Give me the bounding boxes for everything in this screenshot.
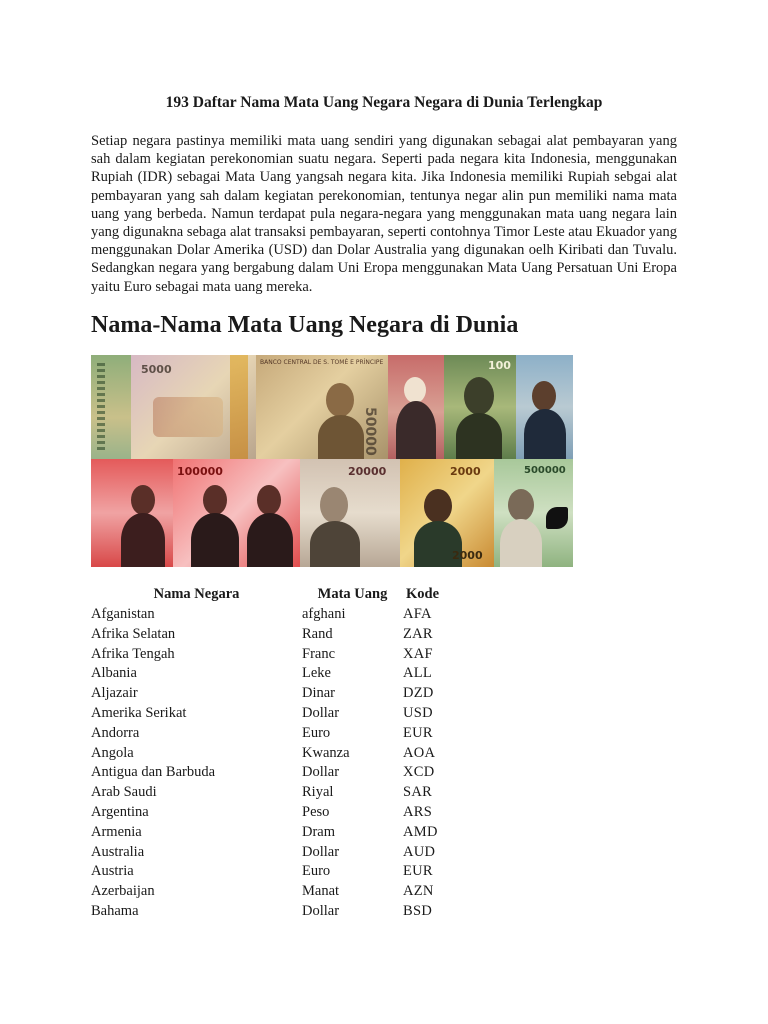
- note-value: 100000: [177, 465, 223, 478]
- portrait: [424, 489, 452, 523]
- cell-kode: AOA: [403, 744, 436, 761]
- cell-mata-uang: Dollar: [302, 704, 340, 721]
- cell-negara: Antigua dan Barbuda: [91, 764, 216, 781]
- cell-negara: Armenia: [91, 823, 142, 840]
- banknote: [91, 459, 173, 567]
- cell-mata-uang: Kwanza: [302, 744, 350, 761]
- portrait: [318, 415, 364, 459]
- portrait: [396, 401, 436, 459]
- portrait: [500, 519, 542, 567]
- portrait: [310, 521, 360, 567]
- cell-negara: Albania: [91, 665, 137, 682]
- banknote: [444, 355, 516, 459]
- table-row: [91, 804, 466, 824]
- note-value: 50000: [362, 407, 378, 456]
- portrait: [524, 409, 566, 459]
- portrait: [464, 377, 494, 415]
- banknote: [173, 459, 300, 567]
- cell-mata-uang: afghani: [302, 606, 346, 622]
- cell-kode: BSD: [403, 902, 433, 919]
- cell-kode: DZD: [403, 685, 434, 702]
- portrait: [456, 413, 502, 459]
- cell-kode: ALL: [403, 665, 433, 682]
- cell-mata-uang: Dollar: [302, 764, 340, 781]
- cell-mata-uang: Manat: [302, 883, 340, 900]
- table-row: [91, 725, 466, 745]
- table-row: [91, 606, 466, 626]
- cell-kode: AZN: [403, 883, 434, 900]
- header-mata-uang: Mata Uang: [317, 586, 388, 602]
- document-title: 193 Daftar Nama Mata Uang Negara Negara di Dunia Terlengkap: [165, 94, 603, 111]
- cell-kode: USD: [403, 704, 433, 721]
- table-row: [91, 764, 466, 784]
- cell-mata-uang: Euro: [302, 863, 331, 880]
- note-value: 5000: [141, 363, 172, 376]
- cell-negara: Amerika Serikat: [91, 704, 187, 721]
- cell-negara: Argentina: [91, 803, 149, 820]
- table-row: [91, 903, 466, 923]
- cell-mata-uang: Dollar: [302, 902, 340, 919]
- banknote: [300, 459, 400, 567]
- table-row: [91, 844, 466, 864]
- cell-kode: ZAR: [403, 625, 433, 642]
- cell-negara: Afrika Selatan: [91, 625, 176, 642]
- header-nama-negara: Nama Negara: [153, 586, 240, 602]
- banknote: [388, 355, 444, 459]
- cell-negara: Angola: [91, 744, 134, 761]
- cell-kode: AMD: [403, 823, 438, 840]
- portrait: [191, 513, 239, 567]
- note-value: 2000: [450, 465, 481, 478]
- portrait: [121, 513, 165, 567]
- cell-negara: Arab Saudi: [91, 784, 157, 801]
- banknote: [91, 355, 131, 459]
- header-kode: Kode: [406, 586, 440, 602]
- cell-kode: EUR: [403, 724, 433, 741]
- table-row: [91, 824, 466, 844]
- portrait: [203, 485, 227, 515]
- cell-negara: Australia: [91, 843, 145, 860]
- table-row: [91, 863, 466, 883]
- portrait: [320, 487, 348, 523]
- banknotes-image: [91, 355, 573, 567]
- table-row: [91, 685, 466, 705]
- note-value: 500000: [524, 465, 566, 476]
- table-row: [91, 883, 466, 903]
- banknote: [256, 355, 388, 459]
- table-row: [91, 705, 466, 725]
- table-row: [91, 646, 466, 666]
- cell-mata-uang: Rand: [302, 625, 333, 642]
- cell-kode: XCD: [403, 764, 435, 781]
- cell-kode: ARS: [403, 803, 433, 820]
- table-row: [91, 784, 466, 804]
- cell-mata-uang: Dollar: [302, 843, 340, 860]
- portrait: [532, 381, 556, 411]
- note-value: 2000: [452, 549, 483, 562]
- table-row: [91, 745, 466, 765]
- portrait: [326, 383, 354, 417]
- cell-kode: AUD: [403, 843, 436, 860]
- note-value: 20000: [348, 465, 387, 478]
- banknote: [516, 355, 573, 459]
- portrait: [247, 513, 293, 567]
- cell-negara: Aljazair: [91, 685, 138, 702]
- cell-kode: AFA: [403, 606, 432, 622]
- note-banner: BANCO CENTRAL DE S. TOMÉ E PRÍNCIPE: [260, 359, 384, 366]
- cell-negara: Austria: [91, 863, 134, 880]
- table-row: [91, 665, 466, 685]
- banknote: [494, 459, 573, 567]
- cell-mata-uang: Leke: [302, 665, 331, 682]
- table-row: [91, 626, 466, 646]
- cell-negara: Azerbaijan: [91, 883, 155, 900]
- portrait: [404, 377, 426, 403]
- portrait: [508, 489, 534, 521]
- banknote: [131, 355, 256, 459]
- table-header-row: [91, 586, 466, 606]
- cell-negara: Afrika Tengah: [91, 645, 175, 662]
- cell-mata-uang: Riyal: [302, 784, 334, 801]
- cell-kode: XAF: [403, 645, 433, 662]
- cell-mata-uang: Euro: [302, 724, 331, 741]
- cell-negara: Afganistan: [91, 606, 155, 622]
- cell-mata-uang: Dram: [302, 823, 336, 840]
- portrait: [131, 485, 155, 515]
- cell-kode: EUR: [403, 863, 433, 880]
- cell-mata-uang: Peso: [302, 803, 330, 820]
- cell-mata-uang: Dinar: [302, 685, 336, 702]
- currency-table: [91, 586, 466, 923]
- cell-negara: Andorra: [91, 724, 140, 741]
- cell-mata-uang: Franc: [302, 645, 336, 662]
- intro-paragraph: Setiap negara pastinya memiliki mata uang sendiri yang digunakan sebagai alat pembayaran yang sah dalam kegiatan perekonomian suatu negara. Seperti pada negara kita Indonesia, menggunakan Rupiah (IDR) sebagai Mata Uang yangsah negara kita. Jika Indonesia memiliki Rupiah sebgai alat pembayaran yang sah dalam kegiatan perekonomian, tentunya negar alin pun memiliki nama mata uang yang berbeda. Namun terdapat pula negara-negara yang menggunakan mata uang negara lain yang digunakna sebaga alat transaksi pembayaran, seperti contohnya Timor Leste atau Ekuador yang menggunakan Dolar Amerika (USD) dan Dolar Australia yang digunakan oelh Kiribati dan Tuvalu. Sedangkan negara yang bergabung dalam Uni Eropa menggunakan Mata Uang Persatuan Uni Eropa yaitu Euro sebagai mata uang mereka.: [91, 133, 677, 295]
- cell-kode: SAR: [403, 784, 433, 801]
- section-heading: Nama-Nama Mata Uang Negara di Dunia: [91, 312, 519, 338]
- portrait: [257, 485, 281, 515]
- cell-negara: Bahama: [91, 902, 139, 919]
- banknote: [400, 459, 494, 567]
- note-value: 100: [488, 359, 511, 372]
